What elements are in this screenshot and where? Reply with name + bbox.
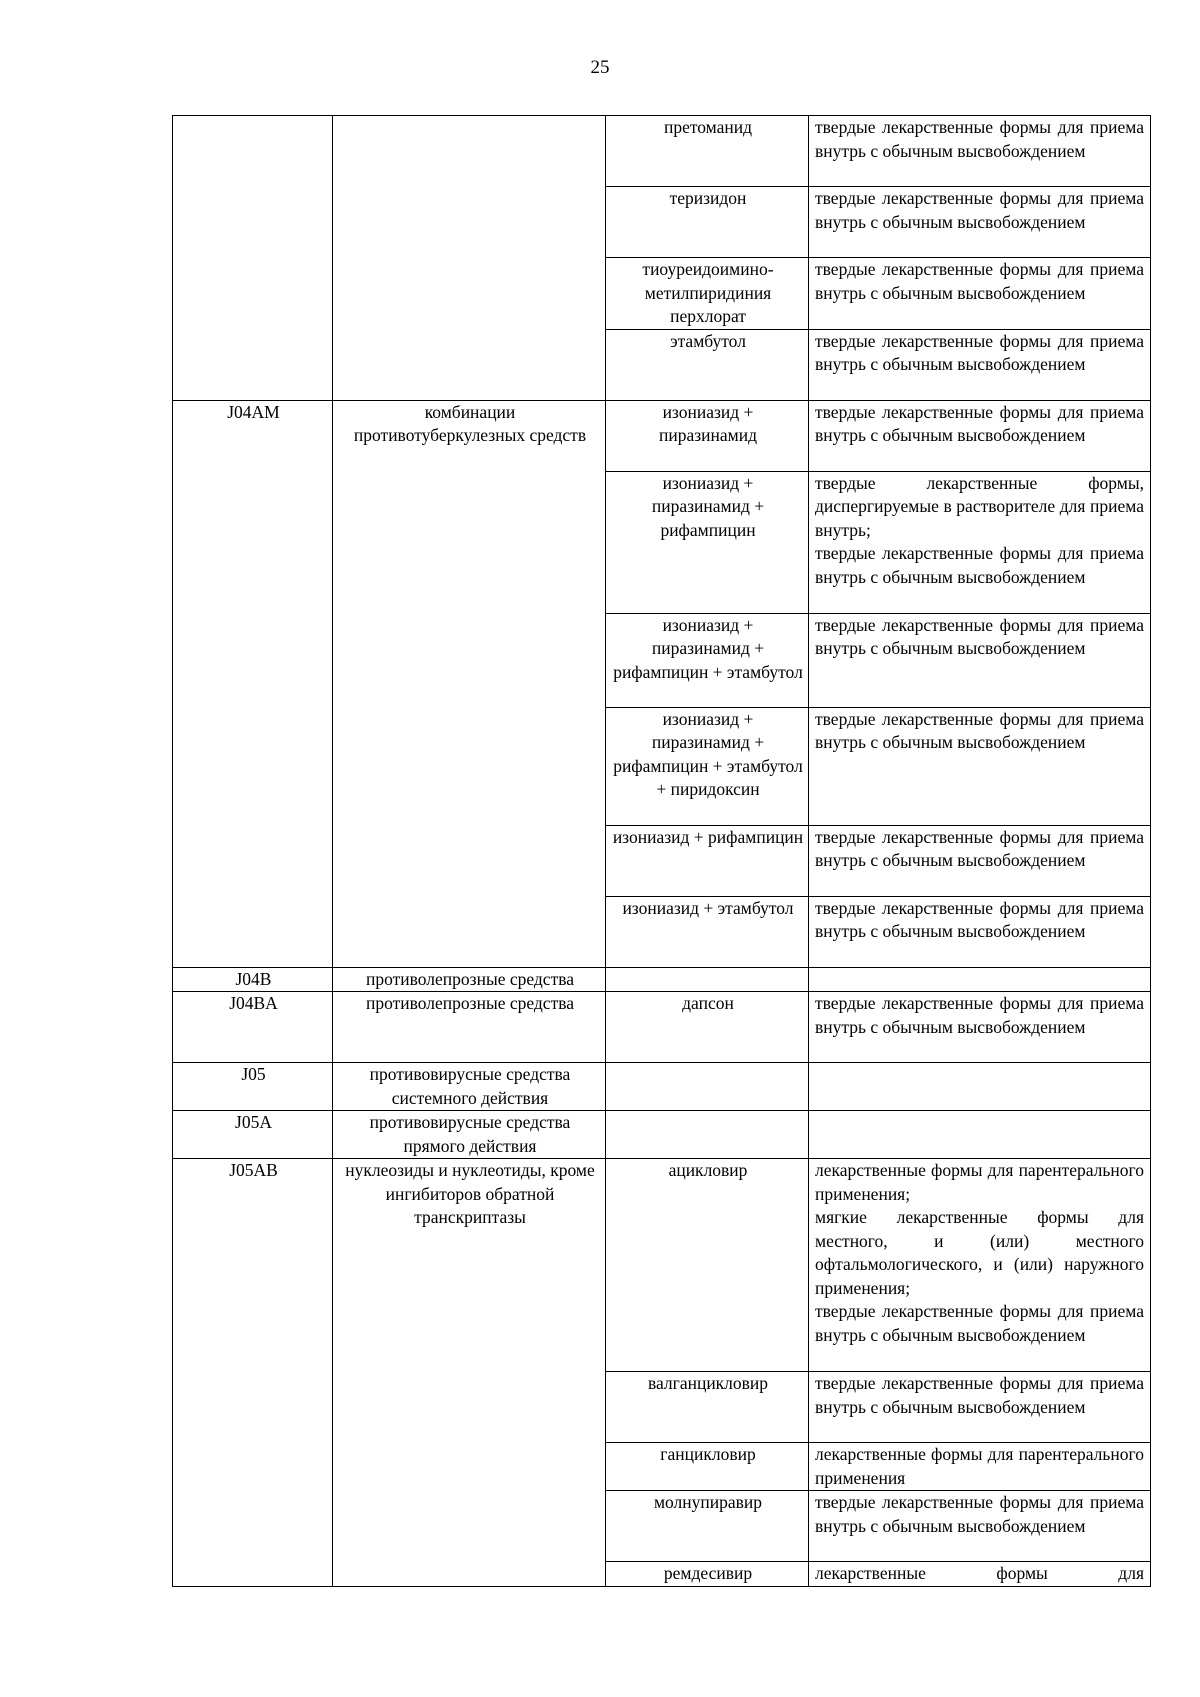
atc-code-cell: J04BA (173, 992, 333, 1063)
drug-name-cell: изониазид + пиразинамид + рифампицин (606, 471, 809, 613)
dosage-form-cell: твердые лекарственные формы, диспергируемые в растворителе для приема внутрь; твердые лекарственные формы для приема внутрь с обычным высвобождением (809, 471, 1151, 613)
dosage-form-cell (809, 1111, 1151, 1159)
drug-name-cell (606, 1111, 809, 1159)
dosage-form-cell: лекарственные формы для парентерального применения; мягкие лекарственные формы для местного, и (или) местного офтальмологического, и (или) наружного применения; твердые лекарственные формы для приема внутрь с обычным высвобождением (809, 1159, 1151, 1372)
drug-name-cell: изониазид + пиразинамид + рифампицин + этамбутол + пиридоксин (606, 707, 809, 825)
dosage-form-cell: твердые лекарственные формы для приема внутрь с обычным высвобождением (809, 258, 1151, 330)
drug-name-cell: ацикловир (606, 1159, 809, 1372)
group-cell: противовирусные средства прямого действия (333, 1111, 606, 1159)
drug-name-cell: тиоуреидоимино-метилпиридиния перхлорат (606, 258, 809, 330)
drug-name-cell (606, 967, 809, 992)
atc-code-cell: J05AB (173, 1159, 333, 1587)
drug-name-cell: ганцикловир (606, 1443, 809, 1491)
table-row (173, 400, 1151, 471)
group-cell: комбинации противотуберкулезных средств (333, 400, 606, 967)
page-number: 25 (590, 57, 610, 78)
drug-name-cell: дапсон (606, 992, 809, 1063)
group-cell (333, 116, 606, 401)
drug-table (172, 115, 1151, 1587)
drug-name-cell: изониазид + пиразинамид (606, 400, 809, 471)
atc-code-cell: J04B (173, 967, 333, 992)
drug-name-cell: этамбутол (606, 329, 809, 400)
table-row (173, 116, 1151, 187)
drug-name-cell (606, 1063, 809, 1111)
dosage-form-cell: твердые лекарственные формы для приема внутрь с обычным высвобождением (809, 116, 1151, 187)
dosage-form-cell: твердые лекарственные формы для приема внутрь с обычным высвобождением (809, 707, 1151, 825)
dosage-form-cell: твердые лекарственные формы для приема внутрь с обычным высвобождением (809, 613, 1151, 707)
dosage-form-cell: твердые лекарственные формы для приема внутрь с обычным высвобождением (809, 896, 1151, 967)
atc-code-cell: J05 (173, 1063, 333, 1111)
dosage-form-cell: твердые лекарственные формы для приема внутрь с обычным высвобождением (809, 329, 1151, 400)
drug-name-cell: претоманид (606, 116, 809, 187)
dosage-form-cell: твердые лекарственные формы для приема внутрь с обычным высвобождением (809, 825, 1151, 896)
dosage-form-cell: твердые лекарственные формы для приема внутрь с обычным высвобождением (809, 400, 1151, 471)
group-cell: противовирусные средства системного действия (333, 1063, 606, 1111)
dosage-form-cell: твердые лекарственные формы для приема внутрь с обычным высвобождением (809, 1491, 1151, 1562)
atc-code-cell: J04AM (173, 400, 333, 967)
drug-name-cell: молнупиравир (606, 1491, 809, 1562)
drug-name-cell: изониазид + пиразинамид + рифампицин + этамбутол (606, 613, 809, 707)
drug-name-cell: изониазид + этамбутол (606, 896, 809, 967)
dosage-form-cell (809, 967, 1151, 992)
dosage-form-cell: твердые лекарственные формы для приема внутрь с обычным высвобождением (809, 187, 1151, 258)
dosage-form-cell: лекарственные формы для парентерального применения (809, 1443, 1151, 1491)
dosage-form-cell: твердые лекарственные формы для приема внутрь с обычным высвобождением (809, 992, 1151, 1063)
drug-name-cell: ремдесивир (606, 1562, 809, 1587)
table-row (173, 1063, 1151, 1111)
table-row (173, 992, 1151, 1063)
dosage-form-cell: твердые лекарственные формы для приема внутрь с обычным высвобождением (809, 1372, 1151, 1443)
dosage-form-cell (809, 1063, 1151, 1111)
atc-code-cell: J05A (173, 1111, 333, 1159)
drug-name-cell: изониазид + рифампицин (606, 825, 809, 896)
drug-name-cell: валганцикловир (606, 1372, 809, 1443)
group-cell: противолепрозные средства (333, 992, 606, 1063)
group-cell: противолепрозные средства (333, 967, 606, 992)
group-cell: нуклеозиды и нуклеотиды, кроме ингибиторов обратной транскриптазы (333, 1159, 606, 1587)
table-row (173, 967, 1151, 992)
drug-name-cell: теризидон (606, 187, 809, 258)
table-row (173, 1111, 1151, 1159)
dosage-form-cell: лекарственные формы для (809, 1562, 1151, 1587)
atc-code-cell (173, 116, 333, 401)
table-row (173, 1159, 1151, 1372)
